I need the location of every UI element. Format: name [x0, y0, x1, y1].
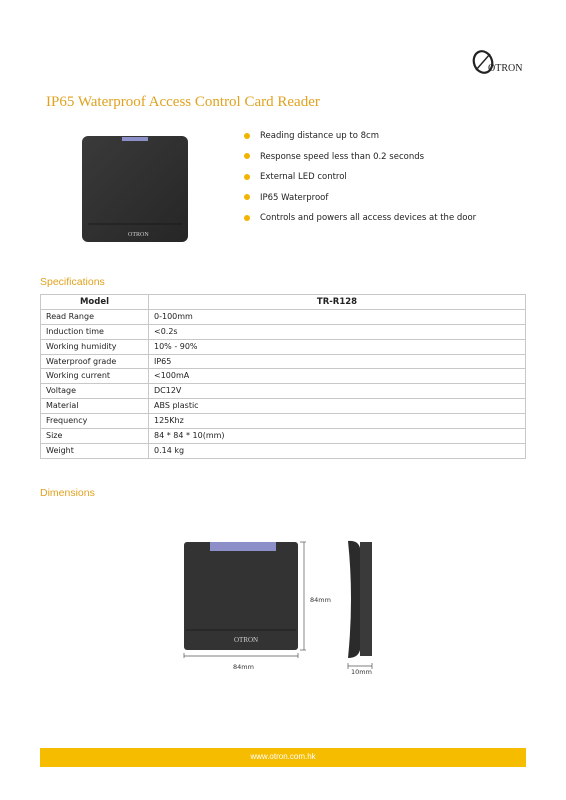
table-row — [41, 384, 526, 399]
spec-value: 0.14 kg — [149, 443, 526, 458]
bullet-icon — [244, 174, 250, 180]
spec-label: Read Range — [41, 309, 149, 324]
front-view-drawing — [182, 540, 306, 658]
drawing-device-logo: OTRON — [234, 636, 259, 644]
spec-value: ABS plastic — [149, 399, 526, 414]
table-row — [41, 429, 526, 444]
spec-label: Induction time — [41, 324, 149, 339]
spec-label: Working current — [41, 369, 149, 384]
spec-value: <100mA — [149, 369, 526, 384]
footer-bar — [40, 748, 526, 767]
bullet-icon — [244, 194, 250, 200]
feature-item: Controls and powers all access devices at the door — [244, 212, 544, 233]
height-dimension-label: 84mm — [310, 596, 331, 604]
table-row — [41, 339, 526, 354]
table-header-row — [41, 295, 526, 310]
spec-label: Size — [41, 429, 149, 444]
spec-label: Weight — [41, 443, 149, 458]
table-row — [41, 309, 526, 324]
spec-label: Material — [41, 399, 149, 414]
table-row — [41, 443, 526, 458]
feature-item: IP65 Waterproof — [244, 192, 544, 213]
bullet-icon — [244, 215, 250, 221]
feature-item: External LED control — [244, 171, 544, 192]
bullet-icon — [244, 153, 250, 159]
width-dimension-label: 84mm — [233, 663, 254, 671]
model-label: Model — [41, 295, 149, 310]
table-row — [41, 324, 526, 339]
spec-label: Frequency — [41, 414, 149, 429]
depth-dimension-label: 10mm — [351, 668, 372, 676]
table-row — [41, 369, 526, 384]
spec-value: 125Khz — [149, 414, 526, 429]
spec-label: Waterproof grade — [41, 354, 149, 369]
feature-item: Reading distance up to 8cm — [244, 130, 544, 151]
spec-value: 10% - 90% — [149, 339, 526, 354]
bullet-icon — [244, 133, 250, 139]
side-view-drawing — [344, 538, 378, 678]
spec-label: Voltage — [41, 384, 149, 399]
spec-value: 84 * 84 * 10(mm) — [149, 429, 526, 444]
spec-value: 0-100mm — [149, 309, 526, 324]
page-title: IP65 Waterproof Access Control Card Reader — [46, 94, 320, 110]
product-photo — [82, 134, 190, 244]
spec-value: DC12V — [149, 384, 526, 399]
dimensions-title: Dimensions — [40, 487, 95, 499]
table-row — [41, 414, 526, 429]
feature-list — [244, 130, 544, 233]
otron-logo — [472, 48, 532, 76]
footer-url[interactable]: www.otron.com.hk — [250, 752, 316, 761]
model-value: TR-R128 — [149, 295, 526, 310]
spec-value: IP65 — [149, 354, 526, 369]
spec-label: Working humidity — [41, 339, 149, 354]
logo-text: OTRON — [488, 63, 523, 74]
device-logo: OTRON — [128, 232, 149, 238]
spec-value: <0.2s — [149, 324, 526, 339]
table-row — [41, 354, 526, 369]
specifications-title: Specifications — [40, 276, 105, 288]
specifications-table — [40, 294, 526, 459]
feature-item: Response speed less than 0.2 seconds — [244, 151, 544, 172]
table-row — [41, 399, 526, 414]
